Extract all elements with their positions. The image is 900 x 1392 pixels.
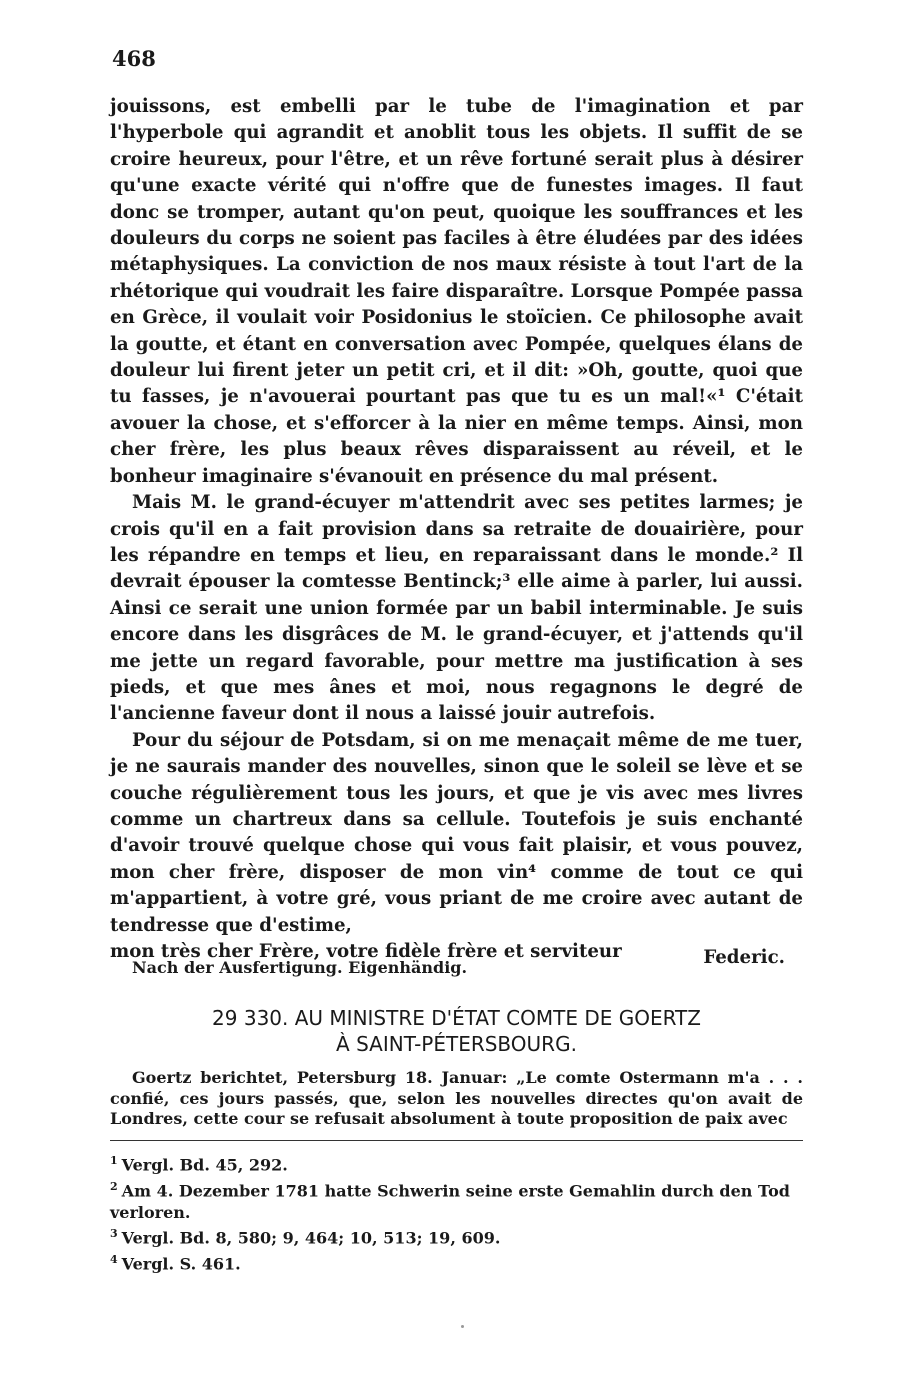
footnote — [110, 1223, 803, 1249]
footnote-text: Vergl. S. 461. — [121, 1254, 241, 1274]
letter-paragraph: Pour du séjour de Potsdam, si on me menaçait même de me tuer, je ne saurais mander des nouvelles, sinon que le soleil se lève et se couche régulièrement tous les jours, et que je vis avec mes livres comme un chartreux dans sa cellule. Toutefois je suis enchanté d'avoir trouvé quelque chose qui vous fait plaisir, et vous pouvez, mon cher frère, disposer de mon vin⁴ comme de tout ce qui m'appartient, à votre gré, vous priant de me croire avec autant de tendresse que d'estime, — [110, 729, 803, 936]
page-number: 468 — [112, 46, 156, 71]
footnote — [110, 1150, 803, 1176]
signature: Federic. — [703, 947, 785, 968]
footnote-mark: 3 — [110, 1227, 118, 1241]
print-speck — [461, 1325, 464, 1328]
document-heading — [110, 1005, 803, 1057]
letter-paragraph: Mais M. le grand-écuyer m'attendrit avec ses petites larmes; je crois qu'il en a fait provision dans sa retraite de douairière, pour les répandre en temps et lieu, en reparaissant dans le monde.² Il devrait épouser la comtesse Bentinck;³ elle aime à parler, lui aussi. Ainsi ce serait une union formée par un babil interminable. Je suis encore dans les disgrâces de M. le grand-écuyer, et j'attends qu'il me jette un regard favorable, pour mettre ma justification à ses pieds, et que mes ânes et moi, nous regagnons le degré de l'ancienne faveur dont il nous a laissé jouir autrefois. — [110, 492, 803, 725]
footnote — [110, 1176, 803, 1223]
heading-line: 29 330. AU MINISTRE D'ÉTAT COMTE DE GOERTZ — [212, 1006, 701, 1030]
footnotes — [110, 1150, 803, 1275]
footnote-divider — [110, 1140, 803, 1141]
footnote-text: Vergl. Bd. 8, 580; 9, 464; 10, 513; 19, 609. — [121, 1228, 501, 1248]
closing-formula: mon très cher Frère, votre fidèle frère et serviteur — [110, 941, 622, 962]
source-note: Nach der Ausfertigung. Eigenhändig. — [132, 958, 468, 977]
heading-line: À SAINT-PÉTERSBOURG. — [336, 1032, 577, 1056]
footnote-mark: 1 — [110, 1154, 118, 1167]
footnote-mark: 4 — [110, 1252, 118, 1266]
footnote — [110, 1249, 803, 1275]
letter-body — [110, 94, 803, 971]
letter-paragraph: jouissons, est embelli par le tube de l'imagination et par l'hyperbole qui agrandit et anoblit tous les objets. Il suffit de se croire heureux, pour l'être, et un rêve fortuné serait plus à désirer qu'une exacte vérité qui n'offre que de funestes images. Il faut donc se tromper, autant qu'on peut, quoique les souffrances et les douleurs du corps ne soient pas faciles à être éludées par des idées métaphysiques. La conviction de nos maux résiste à tout l'art de la rhétorique qui voudrait les faire disparaître. Lorsque Pompée passa en Grèce, il voulait voir Posidonius le stoïcien. Ce philosophe avait la goutte, et étant en conversation avec Pompée, quelques élans de douleur lui firent jeter un petit cri, et il dit: »Oh, goutte, quoi que tu fasses, je n'avouerai pourtant pas que tu es un mal!«¹ C'était avouer la chose, et s'efforcer à la nier en même temps. Ainsi, mon cher frère, les plus beaux rêves disparaissent au réveil, et le bonheur imaginaire s'évanouit en présence du mal présent. — [110, 96, 803, 487]
footnote-text: Vergl. Bd. 45, 292. — [121, 1155, 288, 1175]
footnote-mark: 2 — [110, 1179, 118, 1193]
footnote-text: Am 4. Dezember 1781 hatte Schwerin seine erste Gemahlin durch den Tod verloren. — [110, 1181, 790, 1222]
regest-text: Goertz berichtet, Petersburg 18. Januar: „Le comte Ostermann m'a . . . confié, ces jours passés, que, selon les nouvelles directes qu'on avait de Londres, cette cour se refusait absolument à toute proposition de paix avec — [110, 1068, 803, 1128]
